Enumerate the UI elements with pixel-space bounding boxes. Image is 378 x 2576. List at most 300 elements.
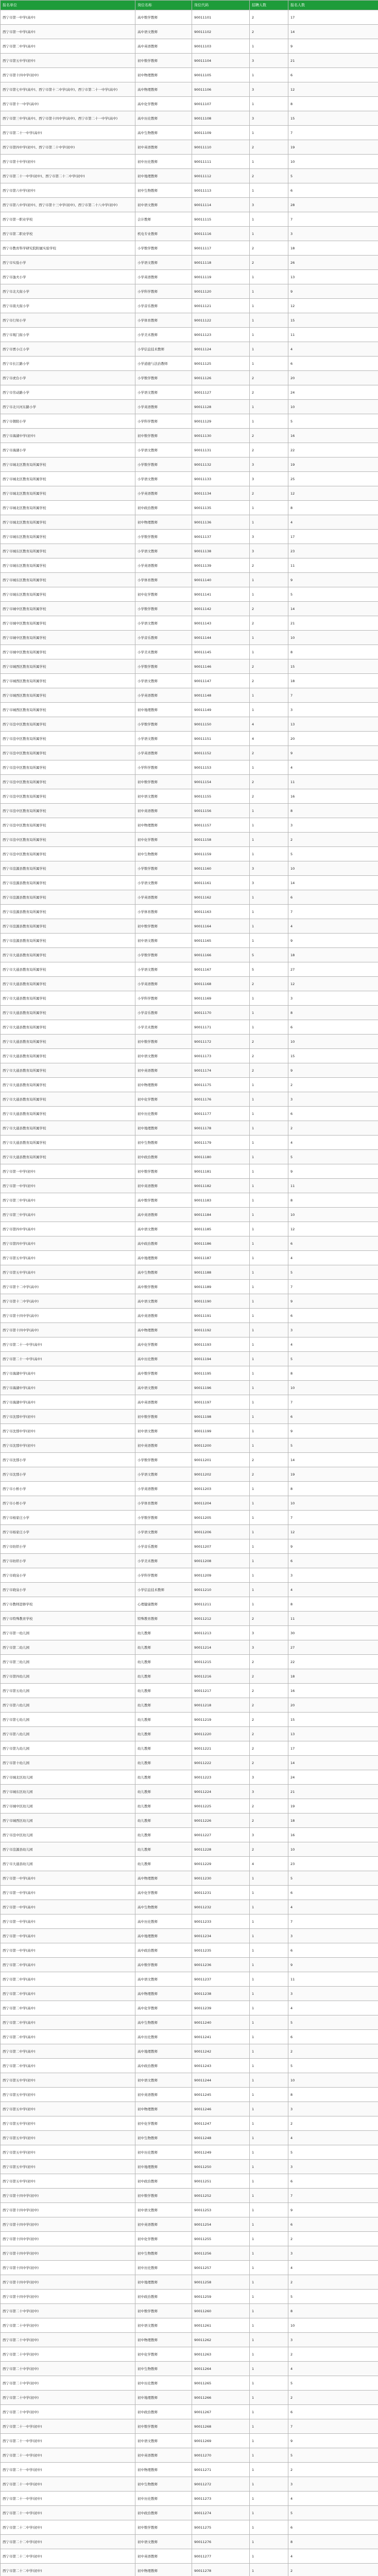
- cell-position: 初中物理教师: [135, 2102, 192, 2116]
- table-row: [1, 82, 378, 97]
- cell-code: 90011115: [192, 212, 250, 227]
- column-header-applicants: 报名人数: [288, 1, 378, 10]
- cell-code: 90011167: [192, 962, 250, 977]
- cell-code: 90011106: [192, 82, 250, 97]
- cell-unit: 西宁市城中区教育局所属学校: [1, 602, 135, 616]
- cell-quota: 1: [250, 97, 288, 111]
- cell-position: 初中历史教师: [135, 2492, 192, 2506]
- table-row: [1, 2044, 378, 2059]
- cell-unit: 西宁市第一中学(高中): [1, 1871, 135, 1886]
- cell-unit: 西宁市第二十一中学(高中): [1, 1337, 135, 1352]
- cell-quota: 5: [250, 962, 288, 977]
- cell-position: 高中语文教师: [135, 25, 192, 39]
- cell-quota: 1: [250, 2015, 288, 2030]
- cell-unit: 西宁市城西区教育局所属学校: [1, 703, 135, 717]
- cell-position: 初中化学教师: [135, 2347, 192, 2362]
- table-row: [1, 25, 378, 39]
- table-row: [1, 126, 378, 140]
- cell-applicants: 3: [288, 1929, 378, 1943]
- cell-applicants: 2: [288, 1078, 378, 1092]
- cell-position: 初中数学教师: [135, 2189, 192, 2203]
- table-row: [1, 140, 378, 155]
- cell-code: 90011110: [192, 140, 250, 155]
- cell-applicants: 9: [288, 1063, 378, 1078]
- cell-code: 90011139: [192, 558, 250, 573]
- cell-quota: 1: [250, 1294, 288, 1309]
- cell-position: 初中物理教师: [135, 515, 192, 530]
- table-row: [1, 1107, 378, 1121]
- cell-code: 90011196: [192, 1381, 250, 1395]
- cell-unit: 西宁市湟源县教育局所属学校: [1, 919, 135, 934]
- cell-unit: 西宁市湟中区教育局所属学校: [1, 717, 135, 732]
- table-row: [1, 1366, 378, 1381]
- cell-quota: 1: [250, 2376, 288, 2391]
- cell-quota: 1: [250, 760, 288, 775]
- cell-position: 高中数学教师: [135, 1366, 192, 1381]
- cell-code: 90011205: [192, 1511, 250, 1525]
- cell-unit: 西宁市第一中学(初中): [1, 1179, 135, 1193]
- cell-position: 小学数学教师: [135, 1511, 192, 1525]
- cell-quota: 1: [250, 2131, 288, 2145]
- cell-code: 90011233: [192, 1914, 250, 1929]
- cell-applicants: 7: [288, 126, 378, 140]
- cell-position: 小学语文教师: [135, 962, 192, 977]
- cell-unit: 西宁市第五中学(初中): [1, 2131, 135, 2145]
- cell-quota: 2: [250, 1035, 288, 1049]
- cell-quota: 1: [250, 2203, 288, 2217]
- cell-position: 小学英语教师: [135, 977, 192, 991]
- cell-applicants: 3: [288, 2160, 378, 2174]
- cell-code: 90011263: [192, 2347, 250, 2362]
- cell-code: 90011124: [192, 342, 250, 357]
- cell-applicants: 16: [288, 429, 378, 443]
- cell-applicants: 10: [288, 2318, 378, 2333]
- cell-position: 小学科学教师: [135, 414, 192, 429]
- cell-quota: 1: [250, 2520, 288, 2535]
- cell-position: 幼儿教师: [135, 1626, 192, 1640]
- cell-position: 小学数学教师: [135, 1453, 192, 1467]
- table-row: [1, 2290, 378, 2304]
- cell-code: 90011144: [192, 631, 250, 645]
- cell-position: 初中化学教师: [135, 587, 192, 602]
- cell-code: 90011212: [192, 1612, 250, 1626]
- cell-position: 初中历史教师: [135, 155, 192, 169]
- cell-unit: 西宁市第四中学(高中): [1, 1222, 135, 1236]
- cell-unit: 西宁市第一中学(高中): [1, 1914, 135, 1929]
- cell-applicants: 2: [288, 2044, 378, 2059]
- cell-quota: 4: [250, 732, 288, 746]
- cell-position: 幼儿教师: [135, 1669, 192, 1684]
- cell-code: 90011168: [192, 977, 250, 991]
- cell-code: 90011161: [192, 876, 250, 890]
- table-row: [1, 2347, 378, 2362]
- table-row: [1, 1799, 378, 1814]
- table-row: [1, 1597, 378, 1612]
- cell-position: 初中英语教师: [135, 2088, 192, 2102]
- cell-applicants: 25: [288, 472, 378, 486]
- cell-code: 90011195: [192, 1366, 250, 1381]
- cell-code: 90011150: [192, 717, 250, 732]
- cell-position: 小学英语教师: [135, 1482, 192, 1496]
- cell-applicants: 7: [288, 1914, 378, 1929]
- table-row: [1, 2535, 378, 2549]
- cell-quota: 2: [250, 659, 288, 674]
- cell-applicants: 21: [288, 54, 378, 68]
- cell-unit: 西宁市劳动路小学: [1, 385, 135, 400]
- cell-applicants: 6: [288, 1886, 378, 1900]
- cell-applicants: 15: [288, 1049, 378, 1063]
- cell-applicants: 10: [288, 1208, 378, 1222]
- cell-code: 90011184: [192, 1208, 250, 1222]
- column-header-code: 岗位代码: [192, 1, 250, 10]
- cell-unit: 西宁市湟中区教育局所属学校: [1, 789, 135, 804]
- cell-code: 90011241: [192, 2030, 250, 2044]
- cell-applicants: 24: [288, 1770, 378, 1785]
- table-row: [1, 2189, 378, 2203]
- cell-applicants: 8: [288, 1006, 378, 1020]
- cell-applicants: 5: [288, 2145, 378, 2160]
- table-row: [1, 299, 378, 313]
- cell-unit: 西宁市第二中学(高中): [1, 2044, 135, 2059]
- cell-applicants: 4: [288, 342, 378, 357]
- cell-position: 高中物理教师: [135, 82, 192, 97]
- cell-position: 初中生物教师: [135, 847, 192, 861]
- cell-code: 90011117: [192, 241, 250, 256]
- cell-position: 高中历史教师: [135, 111, 192, 126]
- cell-quota: 1: [250, 2261, 288, 2275]
- cell-applicants: 19: [288, 1799, 378, 1814]
- cell-quota: 1: [250, 1958, 288, 1972]
- cell-quota: 2: [250, 25, 288, 39]
- cell-unit: 西宁市第六幼儿园: [1, 1698, 135, 1713]
- cell-code: 90011225: [192, 1799, 250, 1814]
- cell-applicants: 7: [288, 212, 378, 227]
- cell-applicants: 14: [288, 876, 378, 890]
- cell-applicants: 11: [288, 1972, 378, 1987]
- cell-applicants: 12: [288, 299, 378, 313]
- cell-position: 高中化学教师: [135, 1886, 192, 1900]
- table-row: [1, 1164, 378, 1179]
- cell-code: 90011147: [192, 674, 250, 688]
- cell-quota: 2: [250, 1799, 288, 1814]
- table-row: [1, 2145, 378, 2160]
- cell-quota: 1: [250, 2030, 288, 2044]
- cell-position: 初中物理教师: [135, 68, 192, 82]
- table-row: [1, 1914, 378, 1929]
- cell-code: 90011157: [192, 818, 250, 833]
- cell-applicants: 3: [288, 2477, 378, 2492]
- cell-quota: 2: [250, 371, 288, 385]
- cell-code: 90011204: [192, 1496, 250, 1511]
- cell-unit: 西宁市实验小学: [1, 256, 135, 270]
- cell-quota: 1: [250, 155, 288, 169]
- cell-code: 90011174: [192, 1063, 250, 1078]
- cell-unit: 西宁市第十四中学(初中): [1, 2246, 135, 2261]
- table-row: [1, 905, 378, 919]
- cell-unit: 西宁市海湖中学(高中): [1, 1381, 135, 1395]
- cell-code: 90011153: [192, 760, 250, 775]
- cell-unit: 西宁市第五中学(初中): [1, 2145, 135, 2160]
- cell-quota: 1: [250, 2145, 288, 2160]
- cell-unit: 西宁市城西区教育局所属学校: [1, 674, 135, 688]
- cell-unit: 西宁市第八幼儿园: [1, 1727, 135, 1741]
- cell-applicants: 9: [288, 573, 378, 587]
- cell-unit: 西宁市湟源县教育局所属学校: [1, 905, 135, 919]
- cell-code: 90011262: [192, 2333, 250, 2347]
- cell-applicants: 6: [288, 1236, 378, 1251]
- cell-applicants: 12: [288, 977, 378, 991]
- cell-position: 初中语文教师: [135, 2203, 192, 2217]
- cell-position: 高中数学教师: [135, 1193, 192, 1208]
- cell-unit: 西宁市第七中学(高中)、西宁市第十二中学(高中)、西宁市第二十一中学(高中): [1, 82, 135, 97]
- cell-applicants: 3: [288, 2246, 378, 2261]
- cell-unit: 西宁市城中区教育局所属学校: [1, 645, 135, 659]
- cell-code: 90011278: [192, 2564, 250, 2576]
- cell-applicants: 4: [288, 2001, 378, 2015]
- cell-quota: 1: [250, 284, 288, 299]
- cell-code: 90011193: [192, 1337, 250, 1352]
- table-row: [1, 544, 378, 558]
- cell-applicants: 9: [288, 2434, 378, 2448]
- cell-code: 90011258: [192, 2275, 250, 2290]
- cell-code: 90011108: [192, 111, 250, 126]
- table-row: [1, 1208, 378, 1222]
- cell-quota: 2: [250, 1063, 288, 1078]
- table-row: [1, 1698, 378, 1713]
- table-row: [1, 2463, 378, 2477]
- cell-unit: 西宁市第二中学(高中): [1, 1987, 135, 2001]
- cell-applicants: 4: [288, 515, 378, 530]
- table-row: [1, 1842, 378, 1857]
- cell-code: 90011245: [192, 2088, 250, 2102]
- cell-quota: 1: [250, 414, 288, 429]
- cell-position: 小学语文教师: [135, 472, 192, 486]
- cell-applicants: 4: [288, 2549, 378, 2564]
- cell-quota: 1: [250, 2347, 288, 2362]
- table-row: [1, 732, 378, 746]
- table-row: [1, 111, 378, 126]
- cell-applicants: 8: [288, 2088, 378, 2102]
- cell-applicants: 4: [288, 1900, 378, 1914]
- cell-unit: 西宁市海湖小学: [1, 443, 135, 457]
- table-row: [1, 1453, 378, 1467]
- cell-quota: 1: [250, 1236, 288, 1251]
- cell-unit: 西宁市第十四中学(初中): [1, 68, 135, 82]
- cell-position: 小学数学教师: [135, 717, 192, 732]
- cell-code: 90011186: [192, 1236, 250, 1251]
- cell-position: 初中物理教师: [135, 2463, 192, 2477]
- cell-position: 小学数学教师: [135, 241, 192, 256]
- table-row: [1, 2275, 378, 2290]
- cell-code: 90011202: [192, 1467, 250, 1482]
- table-row: [1, 2304, 378, 2318]
- cell-applicants: 9: [288, 1958, 378, 1972]
- cell-position: 高中物理教师: [135, 1987, 192, 2001]
- cell-code: 90011188: [192, 1265, 250, 1280]
- cell-applicants: 10: [288, 861, 378, 876]
- cell-position: 幼儿教师: [135, 1756, 192, 1770]
- table-row: [1, 2376, 378, 2391]
- cell-code: 90011271: [192, 2463, 250, 2477]
- table-row: [1, 1193, 378, 1208]
- cell-position: 初中地理教师: [135, 1121, 192, 1136]
- cell-position: 幼儿教师: [135, 1684, 192, 1698]
- cell-unit: 西宁市第十二中学(高中): [1, 1280, 135, 1294]
- cell-position: 高中地理教师: [135, 1251, 192, 1265]
- cell-code: 90011203: [192, 1482, 250, 1496]
- cell-position: 心理健康教师: [135, 1597, 192, 1612]
- table-row: [1, 631, 378, 645]
- cell-quota: 1: [250, 2333, 288, 2347]
- cell-quota: 1: [250, 1136, 288, 1150]
- table-row: [1, 2059, 378, 2073]
- cell-quota: 1: [250, 905, 288, 919]
- cell-quota: 1: [250, 1366, 288, 1381]
- cell-unit: 西宁市第五幼儿园: [1, 1684, 135, 1698]
- cell-code: 90011175: [192, 1078, 250, 1092]
- table-row: [1, 2564, 378, 2576]
- cell-quota: 3: [250, 1828, 288, 1842]
- cell-position: 小学体育教师: [135, 313, 192, 328]
- table-row: [1, 10, 378, 25]
- cell-unit: 西宁市第五中学(初中): [1, 54, 135, 68]
- cell-position: 初中物理教师: [135, 2333, 192, 2347]
- cell-unit: 西宁市湟源县教育局所属学校: [1, 861, 135, 876]
- cell-unit: 西宁市朝阳小学: [1, 414, 135, 429]
- cell-quota: 3: [250, 111, 288, 126]
- cell-position: 初中英语教师: [135, 1179, 192, 1193]
- cell-code: 90011246: [192, 2102, 250, 2116]
- cell-applicants: 18: [288, 241, 378, 256]
- table-row: [1, 371, 378, 385]
- table-row: [1, 1035, 378, 1049]
- cell-unit: 西宁市第五中学(初中): [1, 2102, 135, 2116]
- cell-applicants: 5: [288, 847, 378, 861]
- table-row: [1, 1410, 378, 1424]
- cell-code: 90011142: [192, 602, 250, 616]
- cell-quota: 1: [250, 2275, 288, 2290]
- cell-code: 90011143: [192, 616, 250, 631]
- cell-position: 高中生物教师: [135, 126, 192, 140]
- table-row: [1, 1857, 378, 1871]
- table-row: [1, 847, 378, 861]
- cell-position: 初中物理教师: [135, 818, 192, 833]
- cell-code: 90011105: [192, 68, 250, 82]
- cell-position: 初中地理教师: [135, 2275, 192, 2290]
- cell-code: 90011122: [192, 313, 250, 328]
- cell-position: 幼儿教师: [135, 1655, 192, 1669]
- cell-quota: 1: [250, 1597, 288, 1612]
- cell-code: 90011228: [192, 1842, 250, 1857]
- cell-position: 初中政治教师: [135, 2290, 192, 2304]
- cell-position: 小学语文教师: [135, 616, 192, 631]
- cell-applicants: 6: [288, 183, 378, 198]
- cell-code: 90011260: [192, 2304, 250, 2318]
- cell-quota: 1: [250, 1381, 288, 1395]
- cell-code: 90011176: [192, 1092, 250, 1107]
- cell-unit: 西宁市城东区教育局所属学校: [1, 544, 135, 558]
- cell-code: 90011216: [192, 1669, 250, 1684]
- cell-quota: 1: [250, 703, 288, 717]
- cell-unit: 西宁市城东区幼儿园: [1, 1785, 135, 1799]
- table-row: [1, 501, 378, 515]
- cell-quota: 1: [250, 1410, 288, 1424]
- cell-code: 90011133: [192, 472, 250, 486]
- cell-applicants: 2: [288, 2232, 378, 2246]
- cell-code: 90011192: [192, 1323, 250, 1337]
- cell-applicants: 8: [288, 2304, 378, 2318]
- cell-applicants: 26: [288, 256, 378, 270]
- cell-quota: 2: [250, 140, 288, 155]
- cell-applicants: 8: [288, 1482, 378, 1496]
- cell-applicants: 6: [288, 2405, 378, 2419]
- cell-quota: 1: [250, 688, 288, 703]
- cell-applicants: 27: [288, 1640, 378, 1655]
- cell-quota: 2: [250, 256, 288, 270]
- cell-unit: 西宁市沈那中学(初中): [1, 1424, 135, 1438]
- cell-unit: 西宁市第三中学(高中): [1, 1193, 135, 1208]
- cell-quota: 1: [250, 1121, 288, 1136]
- cell-position: 初中英语教师: [135, 1063, 192, 1078]
- cell-position: 高中历史教师: [135, 1352, 192, 1366]
- cell-position: 幼儿教师: [135, 1857, 192, 1871]
- cell-applicants: 13: [288, 1727, 378, 1741]
- cell-unit: 西宁市城东区教育局所属学校: [1, 573, 135, 587]
- cell-position: 初中政治教师: [135, 501, 192, 515]
- cell-quota: 1: [250, 1020, 288, 1035]
- cell-position: 初中英语教师: [135, 2549, 192, 2564]
- table-row: [1, 1092, 378, 1107]
- cell-quota: 1: [250, 2434, 288, 2448]
- cell-unit: 西宁市城西区教育局所属学校: [1, 688, 135, 703]
- cell-quota: 1: [250, 2564, 288, 2576]
- cell-position: 小学语文教师: [135, 876, 192, 890]
- cell-unit: 西宁市第一中学(高中): [1, 25, 135, 39]
- table-row: [1, 2333, 378, 2347]
- cell-quota: 1: [250, 515, 288, 530]
- cell-quota: 1: [250, 2477, 288, 2492]
- cell-unit: 西宁市行知小学: [1, 313, 135, 328]
- cell-unit: 西宁市晓泉小学: [1, 1568, 135, 1583]
- table-row: [1, 1265, 378, 1280]
- table-row: [1, 2001, 378, 2015]
- cell-applicants: 7: [288, 1511, 378, 1525]
- cell-applicants: 16: [288, 1828, 378, 1842]
- cell-code: 90011179: [192, 1136, 250, 1150]
- cell-code: 90011126: [192, 371, 250, 385]
- cell-code: 90011158: [192, 833, 250, 847]
- cell-unit: 西宁市第二十一中学(初中): [1, 2477, 135, 2492]
- cell-unit: 西宁市长江路小学: [1, 357, 135, 371]
- cell-code: 90011247: [192, 2116, 250, 2131]
- table-row: [1, 1482, 378, 1496]
- cell-quota: 4: [250, 1857, 288, 1871]
- table-row: [1, 2405, 378, 2419]
- table-row: [1, 2131, 378, 2145]
- cell-unit: 西宁市城北区教育局所属学校: [1, 515, 135, 530]
- cell-applicants: 13: [288, 717, 378, 732]
- cell-quota: 1: [250, 2318, 288, 2333]
- cell-unit: 西宁市海湖中学(高中): [1, 1366, 135, 1381]
- cell-code: 90011119: [192, 270, 250, 284]
- cell-quota: 2: [250, 385, 288, 400]
- cell-quota: 1: [250, 573, 288, 587]
- cell-quota: 1: [250, 2405, 288, 2419]
- table-row: [1, 2102, 378, 2116]
- cell-unit: 西宁市第二十中学(初中): [1, 2318, 135, 2333]
- cell-unit: 西宁市第十四中学(高中): [1, 1323, 135, 1337]
- cell-code: 90011227: [192, 1828, 250, 1842]
